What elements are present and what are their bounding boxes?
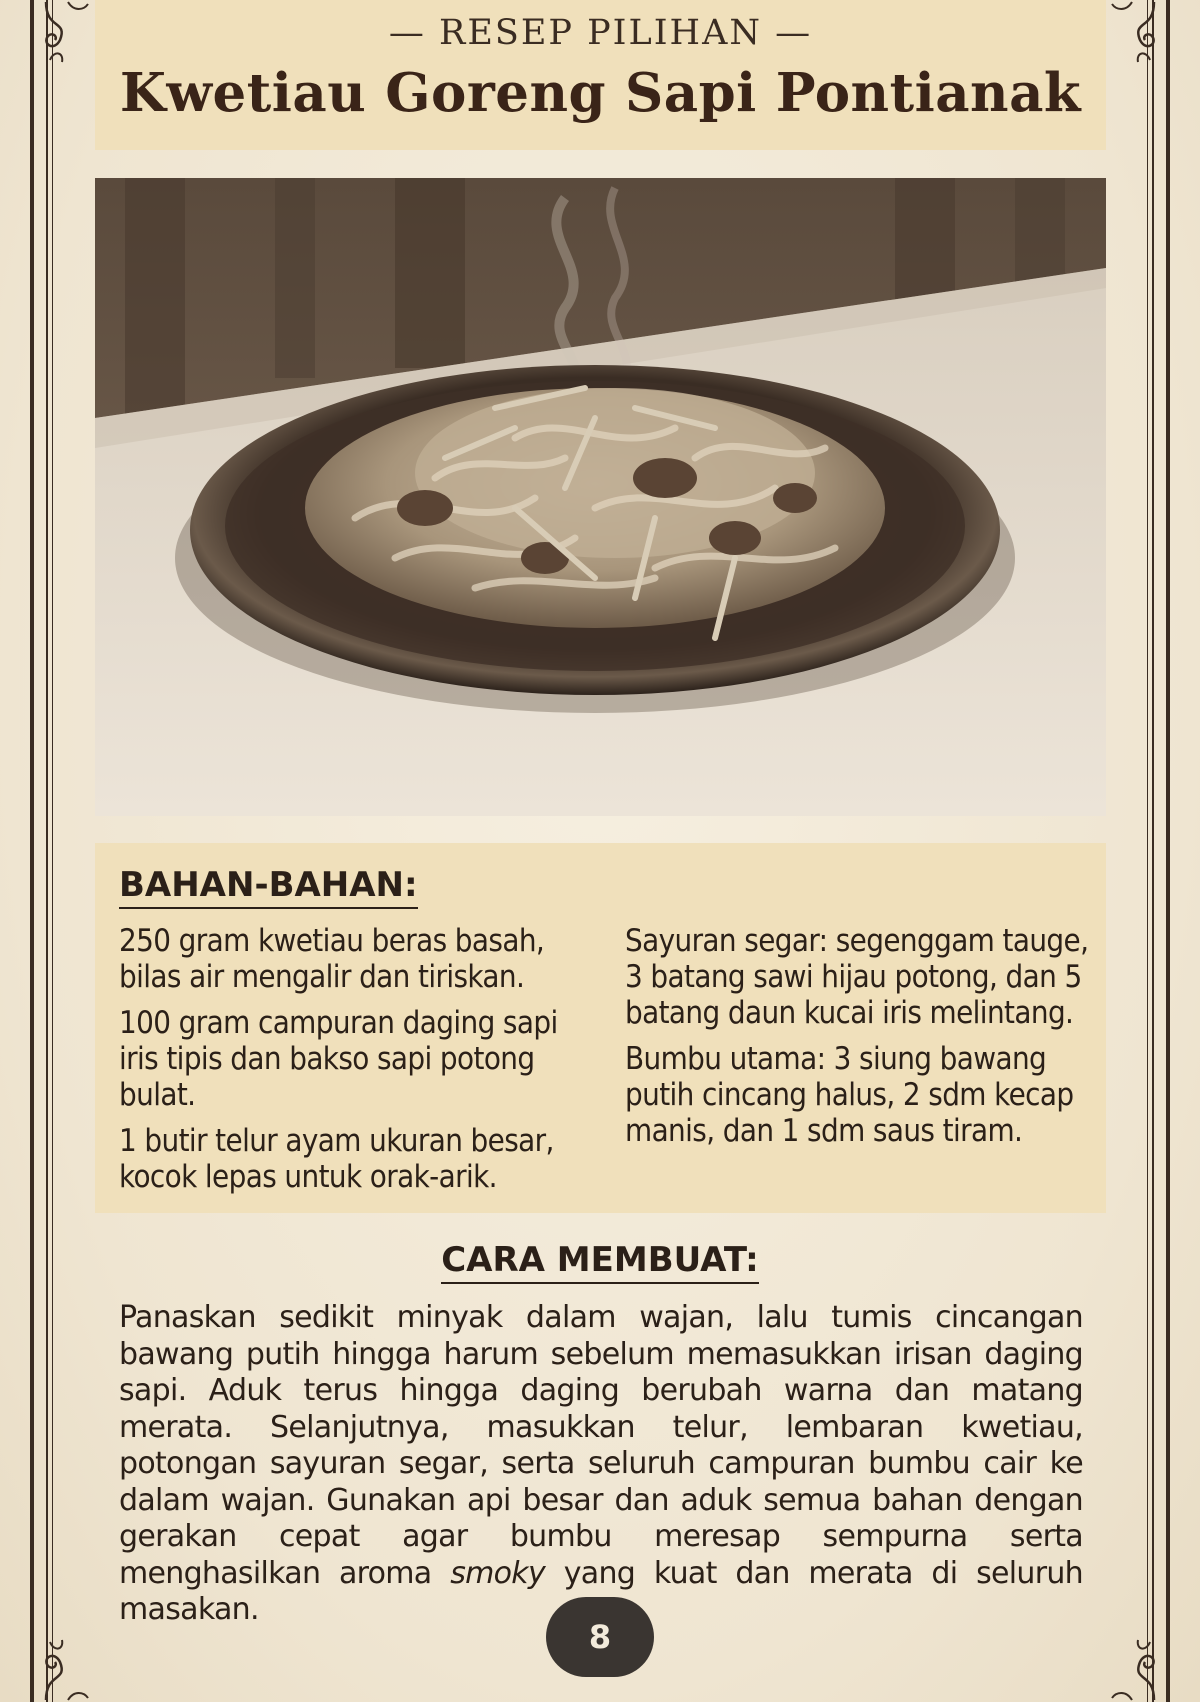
corner-flourish-icon: [1102, 0, 1162, 70]
corner-flourish-icon: [38, 1632, 98, 1702]
dish-photo: [95, 178, 1106, 816]
method-text-italic: smoky: [450, 1555, 546, 1591]
method-heading: CARA MEMBUAT:: [441, 1240, 759, 1284]
corner-flourish-icon: [1102, 1632, 1162, 1702]
method-text-part: Panaskan sedikit minyak dalam wajan, lalu tumis cincangan bawang putih hingga harum sebelum memasukkan irisan daging sapi. Aduk terus hingga daging berubah warna dan matang merata. Selanjutnya, masukkan telur, lembaran kwetiau, potongan sayuran segar, serta seluruh campuran bumbu cair ke dalam wajan. Gunakan api besar dan aduk semua bahan dengan gerakan cepat agar bumbu meresap sempurna serta menghasilkan aroma: [119, 1300, 1083, 1591]
method-text-part: yang kuat dan merata di seluruh masakan.: [119, 1555, 1083, 1627]
ingredients-heading: BAHAN-BAHAN:: [119, 865, 418, 909]
recipe-title: Kwetiau Goreng Sapi Pontianak: [119, 62, 1082, 124]
ingredient-item: 100 gram campuran daging sapi iris tipis dan bakso sapi potong bulat.: [119, 1005, 558, 1113]
ingredient-item: Sayuran segar: segenggam tauge, 3 batang sawi hijau potong, dan 5 batang daun kucai iris melintang.: [625, 923, 1089, 1031]
ingredient-item: Bumbu utama: 3 siung bawang putih cincang halus, 2 sdm kecap manis, dan 1 sdm saus tiram.: [625, 1041, 1074, 1149]
recipe-kicker: — RESEP PILIHAN —: [388, 13, 813, 53]
ingredient-item: 1 butir telur ayam ukuran besar, kocok lepas untuk orak-arik.: [119, 1123, 554, 1195]
ingredients-column-left: [119, 923, 599, 1205]
page-number-badge: 8: [546, 1597, 654, 1677]
ingredient-item: 250 gram kwetiau beras basah, bilas air mengalir dan tiriskan.: [119, 923, 545, 995]
ingredients-column-right: [625, 923, 1103, 1159]
recipe-header: [95, 0, 1106, 150]
ingredients-panel: [95, 843, 1106, 1213]
corner-flourish-icon: [38, 0, 98, 70]
method-text: [119, 1300, 1083, 1629]
